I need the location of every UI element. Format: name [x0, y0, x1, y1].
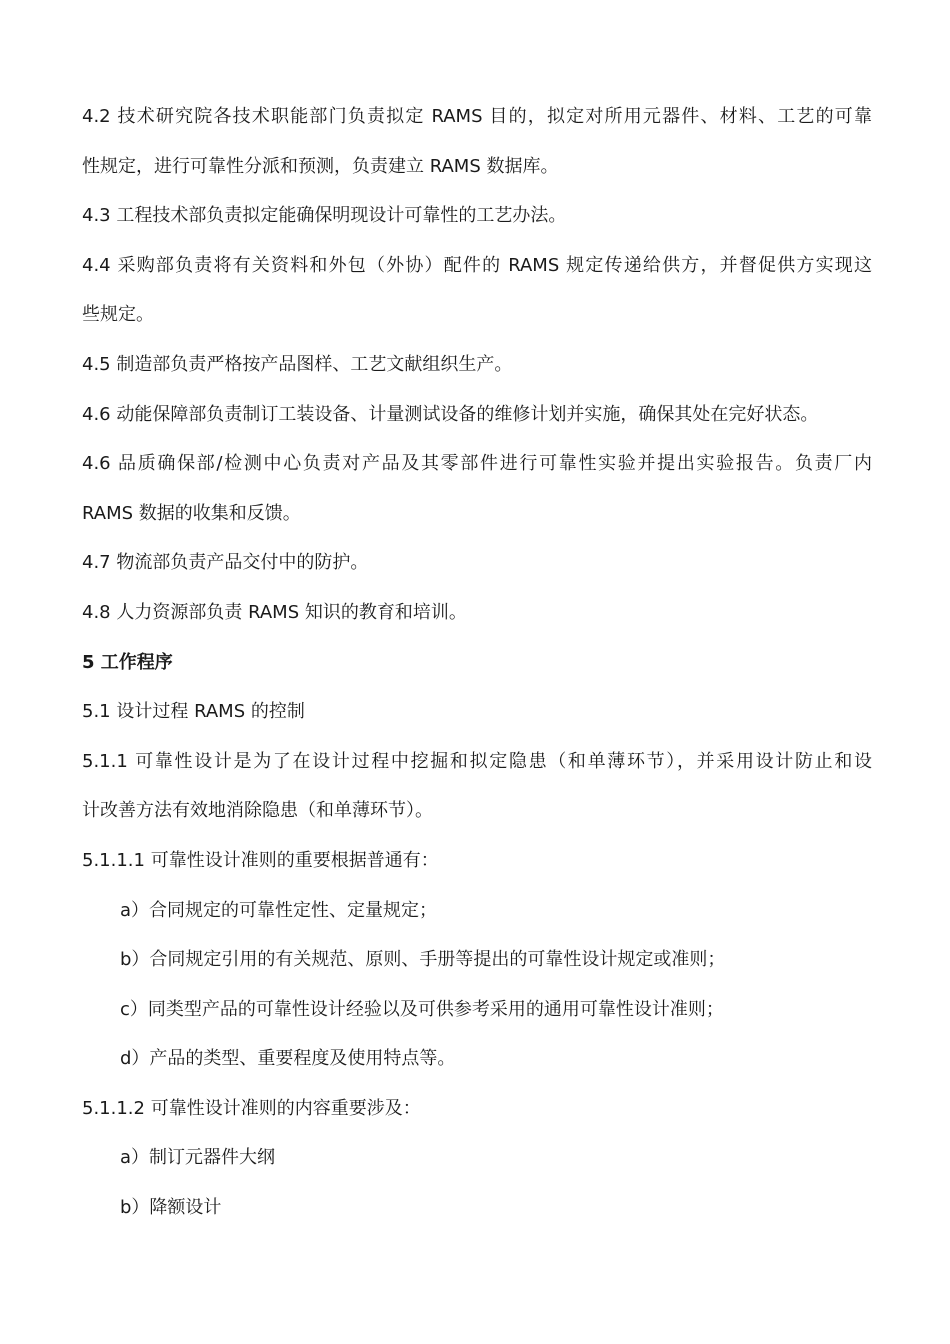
para-4-6-b-line-1: 4.6 品质确保部/检测中心负责对产品及其零部件进行可靠性实验并提出实验报告。负责厂内	[82, 453, 872, 475]
list-item-d: d）产品的类型、重要程度及使用特点等。	[120, 1048, 456, 1070]
section-heading-5: 5 工作程序	[82, 651, 173, 673]
para-4-5: 4.5 制造部负责严格按产品图样、工艺文献组织生产。	[82, 353, 513, 375]
para-4-8: 4.8 人力资源部负责 RAMS 知识的教育和培训。	[82, 601, 467, 623]
para-4-7: 4.7 物流部负责产品交付中的防护。	[82, 552, 369, 574]
list-item-c: c）同类型产品的可靠性设计经验以及可供参考采用的通用可靠性设计准则；	[120, 998, 724, 1020]
para-5-1-1-2: 5.1.1.2 可靠性设计准则的内容重要涉及：	[82, 1097, 421, 1119]
para-5-1-1-line-2: 计改善方法有效地消除隐患（和单薄环节）。	[82, 800, 433, 822]
para-4-2-line-1: 4.2 技术研究院各技术职能部门负责拟定 RAMS 目的，拟定对所用元器件、材料、工艺的可靠	[82, 106, 872, 127]
para-4-6-a: 4.6 动能保障部负责制订工装设备、计量测试设备的维修计划并实施，确保其处在完好状态。	[82, 403, 819, 425]
para-5-1-1-line-1: 5.1.1 可靠性设计是为了在设计过程中挖掘和拟定隐患（和单薄环节），并采用设计防止和设	[82, 750, 872, 772]
para-4-4-line-1: 4.4 采购部负责将有关资料和外包（外协）配件的 RAMS 规定传递给供方，并督促供方实现这	[82, 254, 872, 276]
list-item-b: b）合同规定引用的有关规范、原则、手册等提出的可靠性设计规定或准则；	[120, 949, 726, 971]
para-5-1-1-1: 5.1.1.1 可靠性设计准则的重要根据普通有：	[82, 849, 439, 871]
list-item-b-2: b）降额设计	[120, 1197, 222, 1219]
list-item-a-2: a）制订元器件大纲	[120, 1147, 276, 1169]
para-4-6-b-line-2: RAMS 数据的收集和反馈。	[82, 502, 301, 524]
subsection-5-1: 5.1 设计过程 RAMS 的控制	[82, 701, 305, 723]
para-4-2-line-2: 性规定，进行可靠性分派和预测，负责建立 RAMS 数据库。	[82, 155, 559, 177]
para-4-4-line-2: 些规定。	[82, 304, 154, 326]
list-item-a: a）合同规定的可靠性定性、定量规定；	[120, 899, 438, 921]
document-page	[82, 92, 872, 1233]
para-4-3: 4.3 工程技术部负责拟定能确保明现设计可靠性的工艺办法。	[82, 205, 567, 227]
